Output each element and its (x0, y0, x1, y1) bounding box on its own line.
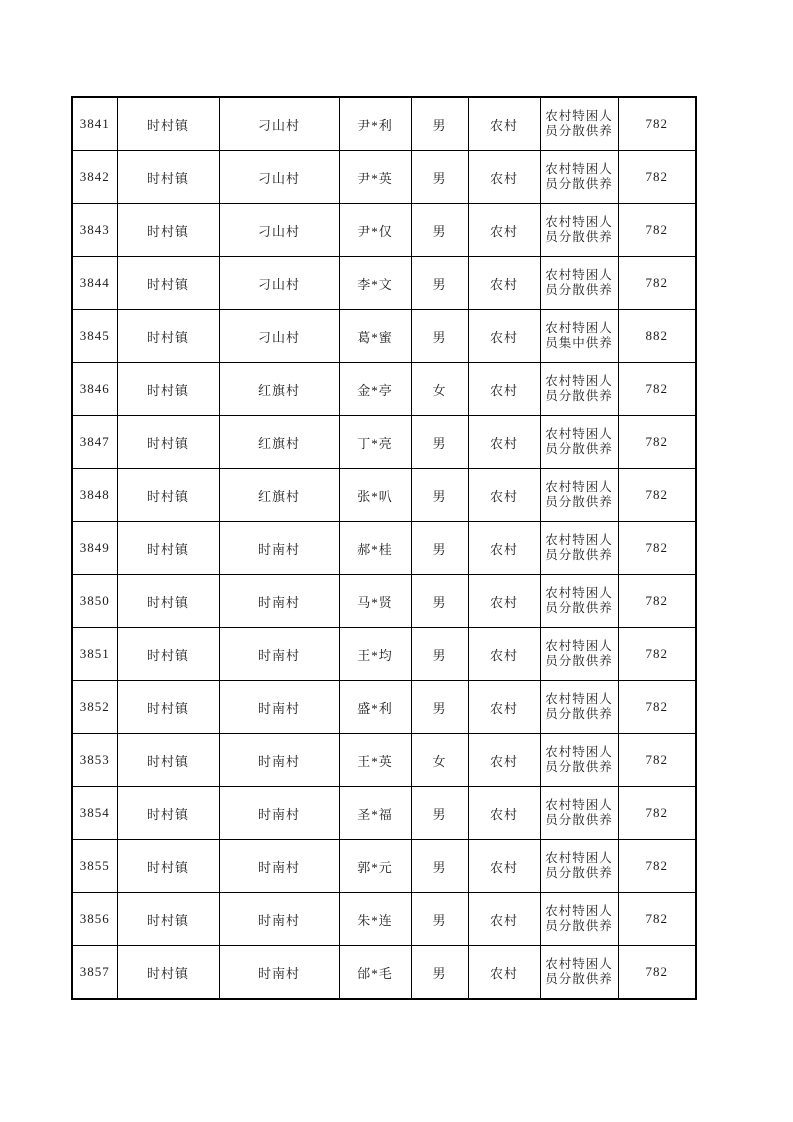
cell-gender: 男 (411, 257, 468, 310)
cell-person-name: 朱*连 (339, 893, 411, 946)
cell-amount: 782 (618, 97, 696, 151)
table-row (72, 628, 696, 681)
cell-amount: 782 (618, 204, 696, 257)
table-row (72, 469, 696, 522)
cell-village: 时南村 (219, 946, 339, 1000)
cell-town: 时村镇 (117, 787, 219, 840)
cell-assistance-category: 农村特困人员分散供养 (540, 840, 618, 893)
table-row (72, 734, 696, 787)
cell-town: 时村镇 (117, 416, 219, 469)
cell-village: 红旗村 (219, 416, 339, 469)
cell-assistance-category: 农村特困人员分散供养 (540, 204, 618, 257)
cell-person-name: 丁*亮 (339, 416, 411, 469)
cell-amount: 782 (618, 416, 696, 469)
cell-village: 时南村 (219, 787, 339, 840)
cell-serial-number: 3844 (72, 257, 117, 310)
cell-gender: 女 (411, 363, 468, 416)
cell-gender: 男 (411, 204, 468, 257)
cell-gender: 男 (411, 522, 468, 575)
cell-town: 时村镇 (117, 257, 219, 310)
cell-village: 刁山村 (219, 151, 339, 204)
cell-village: 时南村 (219, 734, 339, 787)
cell-serial-number: 3851 (72, 628, 117, 681)
cell-serial-number: 3856 (72, 893, 117, 946)
cell-assistance-category: 农村特困人员分散供养 (540, 575, 618, 628)
cell-town: 时村镇 (117, 628, 219, 681)
table-row (72, 204, 696, 257)
table-row (72, 151, 696, 204)
cell-residence-type: 农村 (468, 310, 540, 363)
cell-person-name: 王*均 (339, 628, 411, 681)
cell-residence-type: 农村 (468, 734, 540, 787)
cell-town: 时村镇 (117, 946, 219, 1000)
cell-amount: 782 (618, 363, 696, 416)
cell-serial-number: 3846 (72, 363, 117, 416)
cell-residence-type: 农村 (468, 522, 540, 575)
cell-assistance-category: 农村特困人员分散供养 (540, 734, 618, 787)
cell-gender: 女 (411, 734, 468, 787)
cell-assistance-category: 农村特困人员分散供养 (540, 628, 618, 681)
table-row (72, 575, 696, 628)
cell-person-name: 李*文 (339, 257, 411, 310)
cell-amount: 782 (618, 681, 696, 734)
cell-assistance-category: 农村特困人员分散供养 (540, 257, 618, 310)
cell-town: 时村镇 (117, 734, 219, 787)
cell-serial-number: 3852 (72, 681, 117, 734)
cell-residence-type: 农村 (468, 416, 540, 469)
cell-serial-number: 3845 (72, 310, 117, 363)
cell-town: 时村镇 (117, 893, 219, 946)
cell-assistance-category: 农村特困人员集中供养 (540, 310, 618, 363)
cell-village: 时南村 (219, 575, 339, 628)
cell-amount: 782 (618, 946, 696, 1000)
cell-assistance-category: 农村特困人员分散供养 (540, 787, 618, 840)
cell-assistance-category: 农村特困人员分散供养 (540, 416, 618, 469)
cell-assistance-category: 农村特困人员分散供养 (540, 469, 618, 522)
cell-serial-number: 3847 (72, 416, 117, 469)
cell-village: 刁山村 (219, 310, 339, 363)
cell-amount: 782 (618, 257, 696, 310)
cell-gender: 男 (411, 681, 468, 734)
cell-village: 时南村 (219, 522, 339, 575)
cell-town: 时村镇 (117, 310, 219, 363)
cell-assistance-category: 农村特困人员分散供养 (540, 363, 618, 416)
cell-person-name: 金*亭 (339, 363, 411, 416)
cell-person-name: 圣*福 (339, 787, 411, 840)
cell-village: 刁山村 (219, 257, 339, 310)
cell-person-name: 盛*利 (339, 681, 411, 734)
cell-gender: 男 (411, 575, 468, 628)
cell-town: 时村镇 (117, 151, 219, 204)
table-row (72, 681, 696, 734)
table-body (72, 97, 696, 999)
cell-serial-number: 3854 (72, 787, 117, 840)
cell-town: 时村镇 (117, 204, 219, 257)
cell-residence-type: 农村 (468, 946, 540, 1000)
cell-amount: 782 (618, 893, 696, 946)
cell-town: 时村镇 (117, 575, 219, 628)
cell-village: 红旗村 (219, 363, 339, 416)
cell-serial-number: 3850 (72, 575, 117, 628)
cell-person-name: 王*英 (339, 734, 411, 787)
cell-town: 时村镇 (117, 522, 219, 575)
table-row (72, 416, 696, 469)
table-row (72, 840, 696, 893)
cell-gender: 男 (411, 840, 468, 893)
table-row (72, 893, 696, 946)
cell-amount: 782 (618, 575, 696, 628)
cell-amount: 882 (618, 310, 696, 363)
cell-person-name: 张*叭 (339, 469, 411, 522)
cell-amount: 782 (618, 734, 696, 787)
cell-village: 红旗村 (219, 469, 339, 522)
cell-amount: 782 (618, 151, 696, 204)
cell-residence-type: 农村 (468, 97, 540, 151)
cell-serial-number: 3842 (72, 151, 117, 204)
cell-serial-number: 3855 (72, 840, 117, 893)
cell-gender: 男 (411, 469, 468, 522)
cell-village: 时南村 (219, 628, 339, 681)
table-row (72, 97, 696, 151)
cell-gender: 男 (411, 310, 468, 363)
table-row (72, 787, 696, 840)
cell-town: 时村镇 (117, 840, 219, 893)
cell-person-name: 马*贤 (339, 575, 411, 628)
cell-residence-type: 农村 (468, 840, 540, 893)
cell-gender: 男 (411, 893, 468, 946)
cell-gender: 男 (411, 416, 468, 469)
cell-amount: 782 (618, 469, 696, 522)
cell-residence-type: 农村 (468, 257, 540, 310)
cell-assistance-category: 农村特困人员分散供养 (540, 151, 618, 204)
cell-person-name: 郝*桂 (339, 522, 411, 575)
cell-person-name: 邰*毛 (339, 946, 411, 1000)
assistance-records-table (71, 96, 697, 1000)
table-row (72, 946, 696, 1000)
cell-assistance-category: 农村特困人员分散供养 (540, 893, 618, 946)
cell-residence-type: 农村 (468, 893, 540, 946)
cell-person-name: 郭*元 (339, 840, 411, 893)
cell-gender: 男 (411, 946, 468, 1000)
cell-amount: 782 (618, 787, 696, 840)
cell-residence-type: 农村 (468, 628, 540, 681)
cell-amount: 782 (618, 628, 696, 681)
cell-amount: 782 (618, 522, 696, 575)
cell-residence-type: 农村 (468, 681, 540, 734)
cell-residence-type: 农村 (468, 363, 540, 416)
table-row (72, 522, 696, 575)
cell-assistance-category: 农村特困人员分散供养 (540, 97, 618, 151)
cell-village: 刁山村 (219, 97, 339, 151)
cell-assistance-category: 农村特困人员分散供养 (540, 522, 618, 575)
cell-village: 时南村 (219, 840, 339, 893)
cell-amount: 782 (618, 840, 696, 893)
cell-residence-type: 农村 (468, 204, 540, 257)
cell-town: 时村镇 (117, 469, 219, 522)
cell-residence-type: 农村 (468, 469, 540, 522)
cell-serial-number: 3857 (72, 946, 117, 1000)
cell-assistance-category: 农村特困人员分散供养 (540, 681, 618, 734)
cell-gender: 男 (411, 628, 468, 681)
cell-person-name: 尹*英 (339, 151, 411, 204)
cell-person-name: 尹*仅 (339, 204, 411, 257)
cell-residence-type: 农村 (468, 575, 540, 628)
cell-village: 时南村 (219, 893, 339, 946)
cell-gender: 男 (411, 787, 468, 840)
cell-residence-type: 农村 (468, 787, 540, 840)
cell-village: 刁山村 (219, 204, 339, 257)
cell-assistance-category: 农村特困人员分散供养 (540, 946, 618, 1000)
cell-village: 时南村 (219, 681, 339, 734)
cell-serial-number: 3853 (72, 734, 117, 787)
table-row (72, 363, 696, 416)
cell-town: 时村镇 (117, 97, 219, 151)
cell-person-name: 尹*利 (339, 97, 411, 151)
cell-residence-type: 农村 (468, 151, 540, 204)
table-row (72, 310, 696, 363)
cell-gender: 男 (411, 97, 468, 151)
cell-serial-number: 3843 (72, 204, 117, 257)
cell-serial-number: 3841 (72, 97, 117, 151)
table-row (72, 257, 696, 310)
cell-serial-number: 3849 (72, 522, 117, 575)
cell-serial-number: 3848 (72, 469, 117, 522)
cell-gender: 男 (411, 151, 468, 204)
cell-person-name: 葛*蜜 (339, 310, 411, 363)
cell-town: 时村镇 (117, 681, 219, 734)
cell-town: 时村镇 (117, 363, 219, 416)
